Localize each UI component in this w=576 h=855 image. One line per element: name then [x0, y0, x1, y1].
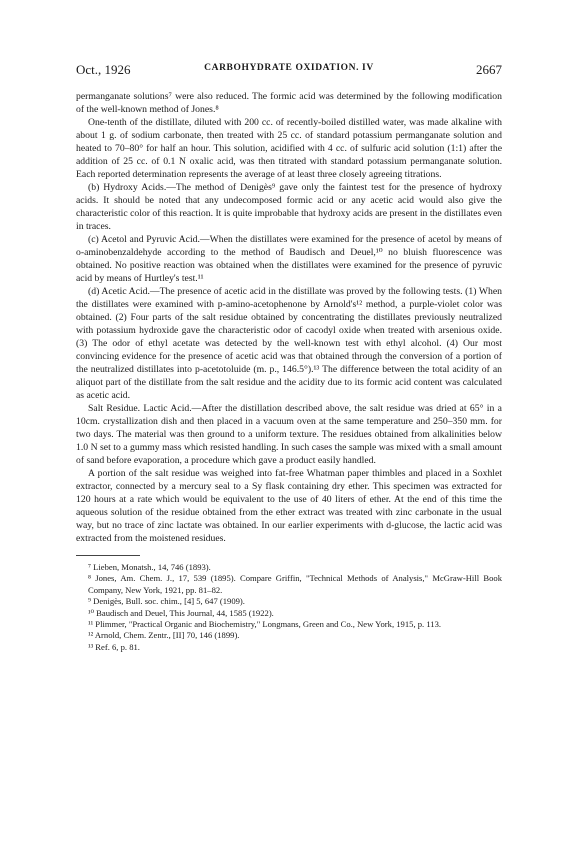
footnote-12: ¹² Arnold, Chem. Zentr., [II] 70, 146 (1899).: [88, 630, 240, 641]
footnote-9: ⁹ Denigès, Bull. soc. chim., [4] 5, 647 (1909).: [88, 596, 245, 607]
footnote-divider: [76, 555, 140, 556]
header-date: Oct., 1926: [76, 62, 131, 77]
footnote-7: ⁷ Lieben, Monatsh., 14, 746 (1893).: [88, 562, 211, 572]
footnote-11: ¹¹ Plimmer, "Practical Organic and Biochemistry," Longmans, Green and Co., New York, 1915, p. 113.: [88, 619, 442, 630]
footnote-13: ¹³ Ref. 6, p. 81.: [88, 641, 140, 652]
journal-page: [76, 62, 502, 653]
paragraph-acetol-pyruvic: (c) Acetol and Pyruvic Acid.—When the distillates were examined for the presence of acetol by means of o-aminobenzaldehyde according to the method of Baudisch and Deuel,¹⁰ no bluish fluorescence was obtained. No positive reaction was obtained when the distillates were examined for the presence of pyruvic acid by means of Hurtley's test.¹¹: [76, 234, 502, 284]
paragraph-extraction: A portion of the salt residue was weighed into fat-free Whatman paper thimbles and placed in a Soxhlet extractor, connected by a mercury seal to a Sy flask containing dry ether. This specimen was extracted for 120 hours at a rate which would be equivalent to the use of 40 liters of ether. At the end of this time the aqueous solution of the residue obtained from the ether extract was treated with zinc carbonate in the usual way, but no trace of zinc lactate was obtained. In our earlier experiments with d-glucose, the lactic acid was extracted from the moistened residues.: [76, 468, 502, 544]
body-text: [76, 90, 502, 545]
footnotes: [76, 562, 502, 653]
running-title: CARBOHYDRATE OXIDATION. IV: [204, 63, 374, 73]
running-header: [76, 62, 502, 78]
paragraph-salt-residue: Salt Residue. Lactic Acid.—After the distillation described above, the salt residue was dried at 65° in a 10cm. crystallization dish and then placed in a vacuum oven at the same temperature and 250–350 mm. for two days. The material was then ground to a uniform texture. The residues obtained from alkalinities below 1.0 N set to a gummy mass which resisted handling. In such cases the sample was mixed with a small amount of sand before evaporation, a procedure which gave a product easily handled.: [76, 403, 502, 466]
page-number: 2667: [476, 62, 502, 77]
paragraph-hydroxy-acids: (b) Hydroxy Acids.—The method of Denigès⁹ gave only the faintest test for the presence of hydroxy acids. It should be noted that any undecomposed formic acid or any acetic acid would also give the characteristic color of this reaction. It is quite improbable that hydroxy acids are present in the distillates even in traces.: [76, 182, 502, 232]
paragraph-acetic-acid: (d) Acetic Acid.—The presence of acetic acid in the distillate was proved by the following tests. (1) When the distillates were examined with p-amino-acetophenone by Arnold's¹² method, a purple-violet color was obtained. (2) Four parts of the salt residue obtained by concentrating the distillates previously neutralized with potassium hydroxide gave the characteristic odor of cacodyl oxide when treated with arsenious oxide. (3) The odor of ethyl acetate was detected by the well-known test with ethyl alcohol. (4) Our most convincing evidence for the presence of acetic acid was that obtained through the conversion of a portion of the neutralized distillates into p-acetotoluide (m. p., 146.5°).¹³ The difference between the total acidity of an aliquot part of the distillate from the salt residue and the acidity due to its formic acid content was calculated as acetic acid.: [76, 286, 502, 401]
footnote-10: ¹⁰ Baudisch and Deuel, This Journal, 44, 1585 (1922).: [88, 607, 274, 618]
paragraph-2: One-tenth of the distillate, diluted with 200 cc. of recently-boiled distilled water, was made alkaline with about 1 g. of sodium carbonate, then treated with 25 cc. of standard potassium permanganate solution and heated to 70–80° for half an hour. This solution, acidified with 4 cc. of sulfuric acid solution (1:1) after the addition of 25 cc. of 0.1 N oxalic acid, was then titrated with standard potassium permanganate solution. Each reported determination represents the average of at least three closely agreeing titrations.: [76, 117, 502, 180]
footnote-8: ⁸ Jones, Am. Chem. J., 17, 539 (1895). Compare Griffin, "Technical Methods of Analysis," McGraw-Hill Book Company, New York, 1921, pp. 81–82.: [88, 573, 502, 595]
paragraph-1: permanganate solutions⁷ were also reduced. The formic acid was determined by the following modification of the well-known method of Jones.⁸: [76, 91, 502, 115]
